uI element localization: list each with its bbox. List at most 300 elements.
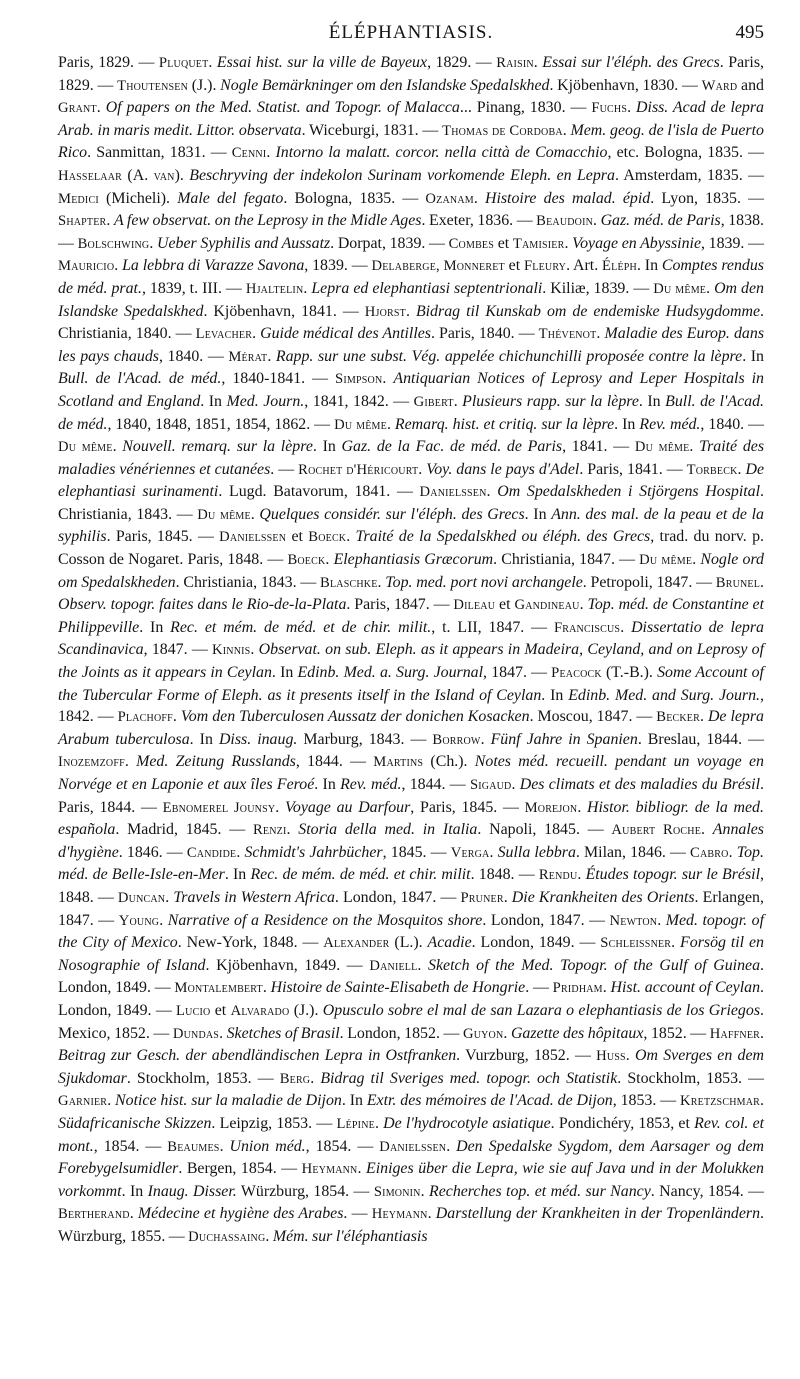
author-name: Du même xyxy=(653,280,707,297)
work-title: Bull. de l'Acad. de méd. xyxy=(58,370,222,388)
work-title: Ueber Syphilis and Aussatz xyxy=(156,234,331,252)
citation-text: , 1829. — xyxy=(427,54,497,71)
work-title: Med. Zeitung Russlands xyxy=(136,753,296,771)
work-title: De elephantiasi surinamenti xyxy=(58,460,765,501)
author-name: Pridham xyxy=(552,980,603,997)
citation-text: . xyxy=(165,888,174,906)
work-title: Études topogr. sur le Brésil xyxy=(585,866,760,884)
citation-text: . xyxy=(503,1024,511,1042)
work-title: Remarq. hist. et critiq. sur la lèpre xyxy=(394,415,615,433)
citation-text: . 1848. — xyxy=(470,866,539,884)
citation-text: . Moscou, 1847. — xyxy=(529,708,657,726)
author-name: Young xyxy=(118,912,160,929)
author-name: Hasselaar xyxy=(58,167,123,184)
work-title: Elephantiasis Græcorum xyxy=(333,551,494,569)
citation-text: . xyxy=(357,1160,366,1178)
author-name: Duncan xyxy=(117,889,166,906)
work-title: A few observat. on the Leprosy in the Midle Ages xyxy=(113,212,422,230)
citation-text: , Paris, 1845. — xyxy=(410,798,525,816)
citation-text: . xyxy=(473,189,485,207)
citation-text: . Bologna, 1835. — xyxy=(283,189,426,207)
citation-text: . xyxy=(250,641,259,659)
author-name: Candide xyxy=(186,844,237,861)
author-name: van xyxy=(153,167,175,184)
bibliography-text xyxy=(58,52,764,1248)
citation-text: . xyxy=(579,596,588,614)
citation-text: . xyxy=(159,911,168,929)
author-name: Bertherand xyxy=(58,1206,130,1223)
citation-text: . xyxy=(737,460,746,478)
citation-text: . In xyxy=(541,686,569,704)
author-name: Rendu xyxy=(538,867,578,884)
author-name: Verga xyxy=(450,844,490,861)
author-name: Bolschwing xyxy=(77,235,150,252)
citation-text: . xyxy=(106,212,114,230)
citation-text: . xyxy=(172,708,181,726)
author-name: Renzi xyxy=(252,822,287,839)
citation-text: . In xyxy=(312,438,342,456)
citation-text: , 1848. — xyxy=(58,866,764,906)
work-title: Maladie des Europ. dans les pays chauds xyxy=(58,325,764,365)
citation-text: , 1854. — xyxy=(93,1137,168,1155)
author-name: Dundas xyxy=(172,1025,220,1042)
author-name: Dileau xyxy=(453,597,496,614)
citation-text: ... Pinang, 1830. — xyxy=(459,99,592,117)
author-name: Aubert Roche xyxy=(611,822,702,839)
author-name: Kretzschmar xyxy=(680,1093,760,1110)
citation-text: . xyxy=(620,618,632,636)
citation-text: . xyxy=(266,144,276,162)
work-title: Guide médical des Antilles xyxy=(260,325,431,343)
author-name: Huss xyxy=(596,1048,626,1065)
citation-text: . xyxy=(602,979,611,997)
work-title: Top. med. port novi archangele xyxy=(385,573,583,591)
citation-text: . In xyxy=(742,347,764,365)
work-title: Vom den Tuberculosen Aussatz der donichen Kosacken xyxy=(180,708,530,726)
citation-text: . Mexico, 1852. — xyxy=(58,1001,764,1042)
author-name: Du même xyxy=(334,416,387,433)
citation-text: . London, 1852. — xyxy=(339,1024,463,1042)
citation-text: , t. LII, 1847. — xyxy=(431,618,554,636)
citation-text: , 1840-1841. — xyxy=(221,370,336,388)
author-name: Daniell xyxy=(369,957,418,974)
citation-text: . xyxy=(124,753,137,771)
citation-text: . xyxy=(701,821,713,839)
work-title: Einiges über die Lepra, wie sie auf Java und in der Molukken vorkommt xyxy=(58,1160,765,1200)
citation-text: . xyxy=(596,325,605,343)
work-title: Rec. et mém. de méd. et de chir. milit. xyxy=(170,618,432,636)
citation-text: . xyxy=(325,551,334,569)
work-title: Antiquarian Notices of Leprosy and Leper Hospitals in Scotland and England xyxy=(58,370,765,410)
work-title: Quelques considér. sur l'éléph. des Grecs xyxy=(259,505,525,523)
citation-text: (L.). xyxy=(389,934,428,952)
work-title: Gazette des hôpitaux xyxy=(510,1024,644,1042)
citation-text: Würzburg, 1854. — xyxy=(236,1182,374,1200)
author-name: Torbeck xyxy=(686,461,738,478)
citation-text: . xyxy=(760,573,765,591)
work-title: De l'hydrocotyle asiatique xyxy=(383,1114,551,1132)
author-name: Hjorst xyxy=(364,303,406,320)
citation-text: . xyxy=(417,956,429,974)
work-title: Observat. on sub. Eleph. as it appears in Madeira, Ceyland, and on Leprosy of the Joints as it appears in Ceylan xyxy=(58,641,764,682)
citation-text: , 1838. — xyxy=(58,212,764,252)
author-name: Thévenot xyxy=(538,326,597,343)
citation-text: . Stockholm, 1853. — xyxy=(126,1069,280,1087)
author-name: Simpson xyxy=(335,371,383,388)
author-name: Rochet d'Héricourt xyxy=(298,461,419,478)
work-title: Om Spedalskheden i Stjörgens Hospital xyxy=(497,483,761,501)
citation-text: . Lugd. Batavorum, 1841. — xyxy=(218,483,420,501)
author-name: Gandineau xyxy=(514,597,580,614)
work-title: Notes méd. recueill. pendant un voyage en Norvége et en Laponie et aux îles Feroé xyxy=(58,753,764,793)
citation-text: . xyxy=(374,1114,384,1132)
work-title: Edinb. Med. a. Surg. Journal xyxy=(297,664,484,682)
citation-text: . xyxy=(671,934,681,952)
author-name: Mauricio xyxy=(58,258,115,275)
author-name: Tamisier xyxy=(512,235,565,252)
citation-text: . Erlangen, 1847. — xyxy=(58,888,764,929)
work-title: Essai sur l'éléph. des Grecs xyxy=(542,54,720,71)
citation-text: . xyxy=(386,415,395,433)
citation-text: . — xyxy=(525,979,553,997)
citation-text: , 1841. — xyxy=(562,438,635,456)
work-title: Voy. dans le pays d'Adel xyxy=(426,460,580,478)
citation-text: et xyxy=(504,257,524,275)
citation-text: . In xyxy=(524,505,552,523)
author-name: Boeck xyxy=(308,529,347,546)
citation-text: . xyxy=(486,483,498,501)
work-title: Essai hist. sur la ville de Bayeux xyxy=(216,54,428,71)
work-title: Annales d'hygiène xyxy=(58,821,764,861)
work-title: Edinb. Med. and Surg. Journ. xyxy=(568,686,761,704)
work-title: Storia della med. in Italia xyxy=(298,821,478,839)
author-name: Plachoff xyxy=(117,709,173,726)
work-title: Forsög til en Nosographie of Island xyxy=(58,934,764,974)
citation-text: . In xyxy=(224,866,251,884)
citation-text: . Petropoli, 1847. — xyxy=(582,573,716,591)
author-name: Hjaltelin xyxy=(245,280,304,297)
author-name: Blaschke xyxy=(320,574,378,591)
citation-text: , 1840, 1848, 1851, 1854, 1862. — xyxy=(107,415,335,433)
work-title: Histor. bibliogr. de la med. española xyxy=(58,798,764,839)
work-title: Intorno la malatt. corcor. nella città de Comacchio xyxy=(275,144,608,162)
author-name: Medici xyxy=(58,190,99,207)
work-title: Extr. des mémoires de l'Acad. de Dijon xyxy=(366,1092,613,1110)
citation-text: . xyxy=(511,776,520,793)
work-title: Gaz. méd. de Paris xyxy=(600,212,721,230)
citation-text: et xyxy=(495,596,515,614)
citation-text: . xyxy=(700,708,708,726)
author-name: Morejon xyxy=(524,799,578,816)
citation-text: . Kjöbenhavn, 1849. — xyxy=(205,956,370,974)
citation-text: . In xyxy=(314,776,341,793)
work-title: Ann. des mal. de la peau et de la syphilis xyxy=(58,505,764,546)
author-name: Pluquet xyxy=(158,55,209,71)
citation-text: . xyxy=(252,325,261,343)
citation-text: . xyxy=(107,1092,116,1110)
citation-text: . In xyxy=(636,257,662,275)
citation-text: , etc. Bologna, 1835. — xyxy=(607,144,765,162)
citation-text: , 1854. — xyxy=(305,1137,380,1155)
author-name: Pruner xyxy=(460,889,504,906)
citation-text: (Ch.). xyxy=(423,753,475,771)
book-page xyxy=(58,22,764,1248)
work-title: Voyage au Darfour xyxy=(284,798,411,816)
citation-text: , trad. du norv. p. Cosson de Nogaret. Paris, 1848. — xyxy=(58,528,765,569)
citation-text: . xyxy=(625,1047,635,1065)
work-title: Den Spedalske Sygdom, dem Aarsager og dem Forebygelsumidler xyxy=(58,1137,764,1178)
work-title: Rev. méd. xyxy=(340,776,402,793)
citation-text: . xyxy=(149,234,157,252)
work-title: Sketch of the Med. Topogr. of the Gulf of Guinea xyxy=(428,956,761,974)
citation-text: , 1842. — xyxy=(58,686,764,726)
citation-text: . xyxy=(728,843,737,861)
author-name: Peacock xyxy=(551,665,602,682)
author-name: Beaumes xyxy=(167,1138,220,1155)
author-name: Shapter xyxy=(58,213,107,230)
work-title: Rev. col. et mont. xyxy=(58,1114,765,1155)
author-name: Ebnomerel Jounsy xyxy=(162,799,276,816)
citation-text: ). xyxy=(174,166,190,184)
citation-text: . xyxy=(96,99,106,117)
citation-text: . Vurzburg, 1852. — xyxy=(456,1047,597,1065)
citation-text: , 1847. — xyxy=(143,641,212,659)
citation-text: . xyxy=(208,54,217,71)
citation-text: . xyxy=(382,370,394,388)
citation-text: . xyxy=(706,279,715,297)
page-number: 495 xyxy=(735,22,764,43)
author-name: Lucio xyxy=(176,1002,211,1019)
author-name: Garnier xyxy=(58,1093,108,1110)
citation-text: . In xyxy=(271,664,298,682)
work-title: Rapp. sur une subst. Vég. appelée chichunchilli proposée contre la lèpre xyxy=(275,347,743,365)
citation-text: . Exeter, 1836. — xyxy=(421,212,537,230)
author-name: Heymann xyxy=(371,1206,428,1223)
work-title: Narrative of a Residence on the Mosquitos shore xyxy=(167,911,483,929)
work-title: Nouvell. remarq. sur la lèpre xyxy=(122,438,313,456)
citation-text: . London, 1849. — xyxy=(58,979,764,1019)
citation-text: . — xyxy=(343,1205,372,1223)
author-name: Alvarado xyxy=(230,1002,290,1019)
author-name: Cenni xyxy=(231,145,267,162)
citation-text: . Art. xyxy=(566,257,603,275)
author-name: Becker xyxy=(656,709,700,726)
citation-text: . In xyxy=(189,730,219,748)
citation-text: . Breslau, 1844. — xyxy=(637,730,765,748)
citation-text: . xyxy=(760,1092,764,1110)
work-title: Histoire de Sainte-Elisabeth de Hongrie xyxy=(270,979,526,997)
author-name: Mérat xyxy=(228,348,268,365)
author-name: Kinnis xyxy=(212,642,251,659)
citation-text: . Amsterdam, 1835. — xyxy=(614,166,764,184)
author-name: Danielssen xyxy=(379,1138,447,1155)
citation-text: , 1847. — xyxy=(483,664,552,682)
citation-text: and xyxy=(737,76,764,94)
citation-text: Paris, 1829. — xyxy=(58,54,159,71)
author-name: Alexander xyxy=(323,935,390,952)
citation-text: . Napoli, 1845. — xyxy=(477,821,612,839)
citation-text: . xyxy=(562,121,571,139)
work-title: Diss. inaug. xyxy=(218,730,298,748)
work-title: Travels in Western Africa xyxy=(173,888,335,906)
citation-text: . Christiania, 1843. — xyxy=(175,573,321,591)
author-name: Raisin xyxy=(496,55,534,71)
work-title: Bidrag til Sveriges med. topogr. och Statistik xyxy=(320,1069,618,1087)
citation-text: . xyxy=(533,54,543,71)
work-title: Beschryving der indekolon Surinam vorkomende Eleph. en Lepra xyxy=(189,166,615,184)
citation-text: . xyxy=(267,347,276,365)
work-title: Die Krankheiten des Orients xyxy=(511,888,695,906)
work-title: Comptes rendus de méd. prat. xyxy=(58,257,764,297)
author-name: Du même xyxy=(639,552,693,569)
work-title: Recherches top. et méd. sur Nancy xyxy=(429,1182,651,1200)
work-title: Mem. geog. de l'isla de Puerto Rico xyxy=(58,121,764,162)
citation-text: . Kjöbenhavn, 1830. — xyxy=(549,76,702,94)
author-name: Ozanam xyxy=(425,190,474,207)
author-name: Fuchs xyxy=(591,100,628,117)
citation-text: . Paris, 1844. — xyxy=(58,776,764,816)
citation-text: . xyxy=(236,843,245,861)
work-title: Gaz. de la Fac. de méd. de Paris xyxy=(341,438,563,456)
work-title: Sketches of Brasil xyxy=(226,1024,340,1042)
citation-text: . Bergen, 1854. — xyxy=(178,1160,302,1178)
author-name: Delaberge, Monneret xyxy=(371,258,505,275)
citation-text: . xyxy=(420,1182,429,1200)
citation-text: . Kiliæ, 1839. — xyxy=(542,279,654,297)
citation-text: . xyxy=(503,888,512,906)
citation-text: . xyxy=(453,392,463,410)
citation-text: , 1853. — xyxy=(612,1092,681,1110)
citation-text: . xyxy=(489,843,498,861)
citation-text: . xyxy=(250,505,260,523)
bibliography-paragraph xyxy=(58,52,764,1248)
author-name: Duchassaing xyxy=(188,1228,266,1245)
citation-text: . Madrid, 1845. — xyxy=(115,821,253,839)
citation-text: . Stockholm, 1853. — xyxy=(617,1069,765,1087)
work-title: Des climats et des maladies du Brésil xyxy=(519,776,761,793)
citation-text: , 1840. — xyxy=(700,415,765,433)
work-title: Of papers on the Med. Statist. and Topogr. of Malacca xyxy=(105,99,460,117)
work-title: Voyage en Abyssinie xyxy=(572,234,701,252)
work-title: Med. topogr. of the City of Mexico xyxy=(58,911,765,952)
author-name: Levacher xyxy=(195,326,253,343)
citation-text: , 1844. — xyxy=(295,753,374,771)
work-title: Diss. Acad de lepra Arab. in maris medit. Littor. observata xyxy=(58,99,764,139)
citation-text: . xyxy=(219,1137,230,1155)
author-name: Grant xyxy=(58,100,97,117)
citation-text: . xyxy=(564,234,573,252)
citation-text: . In xyxy=(614,415,640,433)
citation-text: . London, 1847. — xyxy=(482,911,610,929)
author-name: Lépine xyxy=(336,1115,375,1132)
work-title: Bull. de l'Acad. de méd. xyxy=(58,392,765,433)
author-name: Ward xyxy=(701,77,738,94)
author-name: Borrow xyxy=(432,731,481,748)
citation-text: . Paris, 1829. — xyxy=(58,54,765,94)
author-name: Combes xyxy=(448,235,495,252)
citation-text: . London, 1849. — xyxy=(471,934,601,952)
work-title: Union méd. xyxy=(229,1137,306,1155)
citation-text: , 1839, t. III. — xyxy=(141,279,246,297)
citation-text: . In xyxy=(200,392,227,410)
citation-text: . xyxy=(689,438,700,456)
citation-text: . xyxy=(446,1137,457,1155)
author-name: Thomas de Cordoba xyxy=(442,122,563,139)
citation-text: , 1845. — xyxy=(382,843,451,861)
author-name: Martins xyxy=(373,754,424,771)
author-name: Beaudoin xyxy=(536,213,594,230)
citation-text: . Sanmittan, 1831. — xyxy=(87,144,232,162)
citation-text: . 1846. — xyxy=(118,843,187,861)
work-title: Notice hist. sur la maladie de Dijon xyxy=(115,1092,342,1110)
author-name: Brunel xyxy=(715,574,761,591)
author-name: Gibert xyxy=(413,393,454,410)
citation-text: et xyxy=(210,1001,231,1019)
citation-text: . xyxy=(265,1227,273,1245)
citation-text: . New-York, 1848. — xyxy=(177,934,324,952)
citation-text: , 1839. — xyxy=(701,234,764,252)
citation-text: . xyxy=(405,302,416,320)
citation-text: . London, 1847. — xyxy=(334,888,461,906)
running-title: ÉLÉPHANTIASIS. xyxy=(328,22,494,43)
work-title: Om den Islandske Spedalskhed xyxy=(58,279,764,320)
author-name: Du même xyxy=(197,506,251,523)
work-title: Beitrag zur Gesch. der abendländischen Lepra in Ostfranken xyxy=(58,1047,457,1065)
citation-text: (J.). xyxy=(188,76,221,94)
author-name: Simonin xyxy=(373,1183,421,1200)
work-title: Fünf Jahre in Spanien xyxy=(490,730,638,748)
author-name: Franciscus xyxy=(553,619,621,636)
work-title: Traité des maladies vénériennes et cutanées xyxy=(58,438,764,478)
citation-text: . Dorpat, 1839. — xyxy=(330,234,449,252)
citation-text: . xyxy=(480,730,491,748)
citation-text: (Micheli). xyxy=(98,189,178,207)
work-title: Male del fegato xyxy=(177,189,284,207)
author-name: Schleissner xyxy=(600,935,672,952)
citation-text: , 1852. — xyxy=(643,1024,710,1042)
citation-text: , 1841, 1842. — xyxy=(304,392,414,410)
citation-text: . Pondichéry, 1853, et xyxy=(550,1114,695,1132)
work-title: Opusculo sobre el mal de san Lazara o elephantiasis de los Griegos xyxy=(322,1001,761,1019)
citation-text: . Nancy, 1854. — xyxy=(650,1182,765,1200)
citation-text: . Paris, 1847. — xyxy=(346,596,454,614)
citation-text: . Wiceburgi, 1831. — xyxy=(301,121,443,139)
citation-text: . Würzburg, 1855. — xyxy=(58,1205,765,1245)
work-title: Médecine et hygiène des Arabes xyxy=(137,1205,344,1223)
work-title: Hist. account of Ceylan xyxy=(610,979,761,997)
author-name: Fleury xyxy=(523,258,567,275)
author-name: Du même xyxy=(634,439,690,456)
author-name: Guyon xyxy=(462,1025,504,1042)
citation-text: , 1839. — xyxy=(304,257,372,275)
work-title: Plusieurs rapp. sur la lèpre xyxy=(462,392,639,410)
citation-text: . xyxy=(129,1205,138,1223)
citation-text: . In xyxy=(139,618,171,636)
citation-text: . xyxy=(262,979,271,997)
work-title: Top. méd. de Belle-Isle-en-Mer xyxy=(58,843,764,884)
author-name: Boeck xyxy=(287,552,326,569)
work-title: Med. Journ. xyxy=(226,392,305,410)
author-name: Montalembert xyxy=(174,980,263,997)
citation-text: . xyxy=(657,911,666,929)
author-name: Du même xyxy=(58,439,113,456)
work-title: Dissertatio de lepra Scandinavica xyxy=(58,618,764,659)
author-name: Haffner xyxy=(709,1025,761,1042)
work-title: Mém. sur l'éléphantiasis xyxy=(272,1227,428,1245)
work-title: Observ. topogr. faites dans le Rio-de-la-Plata xyxy=(58,596,347,614)
work-title: Acadie xyxy=(427,934,472,952)
citation-text: . xyxy=(760,1024,765,1042)
